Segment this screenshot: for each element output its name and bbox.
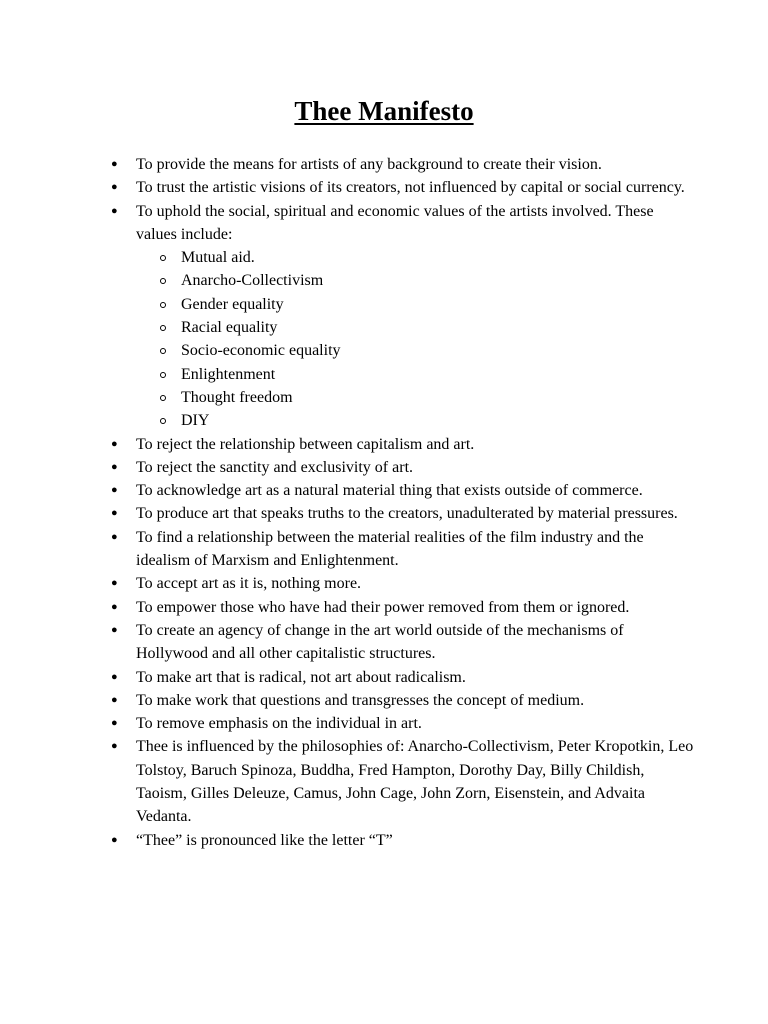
bullet-icon: ●	[111, 181, 118, 194]
bullet-icon: ●	[111, 623, 118, 636]
hollow-bullet-icon	[160, 278, 166, 284]
value-subitem-text: Mutual aid.	[181, 249, 255, 267]
manifesto-item	[111, 619, 696, 666]
manifesto-item	[111, 433, 696, 456]
bullet-icon: ●	[111, 484, 118, 497]
value-subitem-text: Anarcho-Collectivism	[181, 272, 324, 290]
manifesto-item	[111, 666, 696, 689]
manifesto-item-text: To produce art that speaks truths to the creators, unadulterated by material pressures.	[136, 505, 678, 523]
bullet-icon: ●	[111, 507, 118, 520]
manifesto-item	[111, 735, 696, 828]
manifesto-item-text: To make art that is radical, not art about radicalism.	[136, 668, 466, 686]
hollow-bullet-icon	[160, 395, 166, 401]
manifesto-item-text: To reject the sanctity and exclusivity of art.	[136, 458, 414, 476]
bullet-icon: ●	[111, 740, 118, 753]
manifesto-item-text: To reject the relationship between capitalism and art.	[136, 435, 475, 453]
manifesto-item	[111, 689, 696, 712]
bullet-icon: ●	[111, 437, 118, 450]
manifesto-item-text: To provide the means for artists of any background to create their vision.	[136, 156, 602, 173]
manifesto-item	[111, 153, 696, 176]
hollow-bullet-icon	[160, 325, 166, 331]
manifesto-item-text: To acknowledge art as a natural material thing that exists outside of commerce.	[136, 482, 643, 500]
manifesto-item-text: To find a relationship between the material realities of the film industry and the idealism of Marxism and Enlightenment.	[136, 528, 644, 570]
manifesto-item	[111, 456, 696, 479]
hollow-bullet-icon	[160, 372, 166, 378]
value-subitem	[181, 386, 696, 409]
hollow-bullet-icon	[160, 302, 166, 308]
bullet-icon: ●	[111, 600, 118, 613]
manifesto-item	[111, 712, 696, 735]
value-subitem	[181, 269, 696, 292]
bullet-icon: ●	[111, 670, 118, 683]
manifesto-item	[111, 572, 696, 595]
manifesto-item	[111, 502, 696, 525]
manifesto-item-text: To trust the artistic visions of its creators, not influenced by capital or social currency.	[136, 179, 685, 197]
manifesto-item-text: To create an agency of change in the art world outside of the mechanisms of Hollywood and all other capitalistic structures.	[136, 621, 624, 663]
value-subitem-text: Thought freedom	[181, 388, 293, 406]
value-subitem-text: Gender equality	[181, 295, 284, 313]
manifesto-item-text: Thee is influenced by the philosophies of: Anarcho-Collectivism, Peter Kropotkin, Leo Tolstoy, Baruch Spinoza, Buddha, Fred Hampton, Dorothy Day, Billy Childish, Taoism, Gilles Deleuze, Camus, John Cage, John Zorn, Eisenstein, and Advaita Vedanta.	[136, 738, 694, 826]
bullet-icon: ●	[111, 833, 118, 846]
bullet-icon: ●	[111, 693, 118, 706]
value-subitem	[181, 293, 696, 316]
value-subitem-text: Socio-economic equality	[181, 342, 341, 360]
manifesto-item-text: To uphold the social, spiritual and economic values of the artists involved. These values include:	[136, 202, 654, 243]
values-sublist	[136, 246, 696, 432]
manifesto-item-text: To remove emphasis on the individual in art.	[136, 715, 422, 733]
value-subitem-text: Racial equality	[181, 319, 278, 337]
value-subitem-text: DIY	[181, 412, 210, 430]
manifesto-item-text: To accept art as it is, nothing more.	[136, 575, 362, 593]
hollow-bullet-icon	[160, 255, 166, 261]
page-title: Thee Manifesto	[294, 96, 474, 126]
bullet-icon: ●	[111, 460, 118, 473]
bullet-icon: ●	[111, 577, 118, 590]
manifesto-list	[111, 153, 696, 852]
value-subitem	[181, 363, 696, 386]
hollow-bullet-icon	[160, 418, 166, 424]
manifesto-item	[111, 596, 696, 619]
manifesto-item	[111, 829, 696, 852]
value-subitem-text: Enlightenment	[181, 365, 276, 383]
bullet-icon: ●	[111, 204, 118, 217]
manifesto-item	[111, 200, 696, 433]
bullet-icon: ●	[111, 530, 118, 543]
bullet-icon: ●	[111, 717, 118, 730]
manifesto-item	[111, 176, 696, 199]
bullet-icon: ●	[111, 158, 118, 170]
manifesto-item-text: To empower those who have had their power removed from them or ignored.	[136, 598, 630, 616]
manifesto-item	[111, 479, 696, 502]
value-subitem	[181, 409, 696, 432]
manifesto-item-text: To make work that questions and transgresses the concept of medium.	[136, 691, 585, 709]
manifesto-item	[111, 526, 696, 573]
value-subitem	[181, 339, 696, 362]
hollow-bullet-icon	[160, 348, 166, 354]
value-subitem	[181, 316, 696, 339]
manifesto-item-text: “Thee” is pronounced like the letter “T”	[136, 831, 393, 849]
value-subitem	[181, 246, 696, 269]
